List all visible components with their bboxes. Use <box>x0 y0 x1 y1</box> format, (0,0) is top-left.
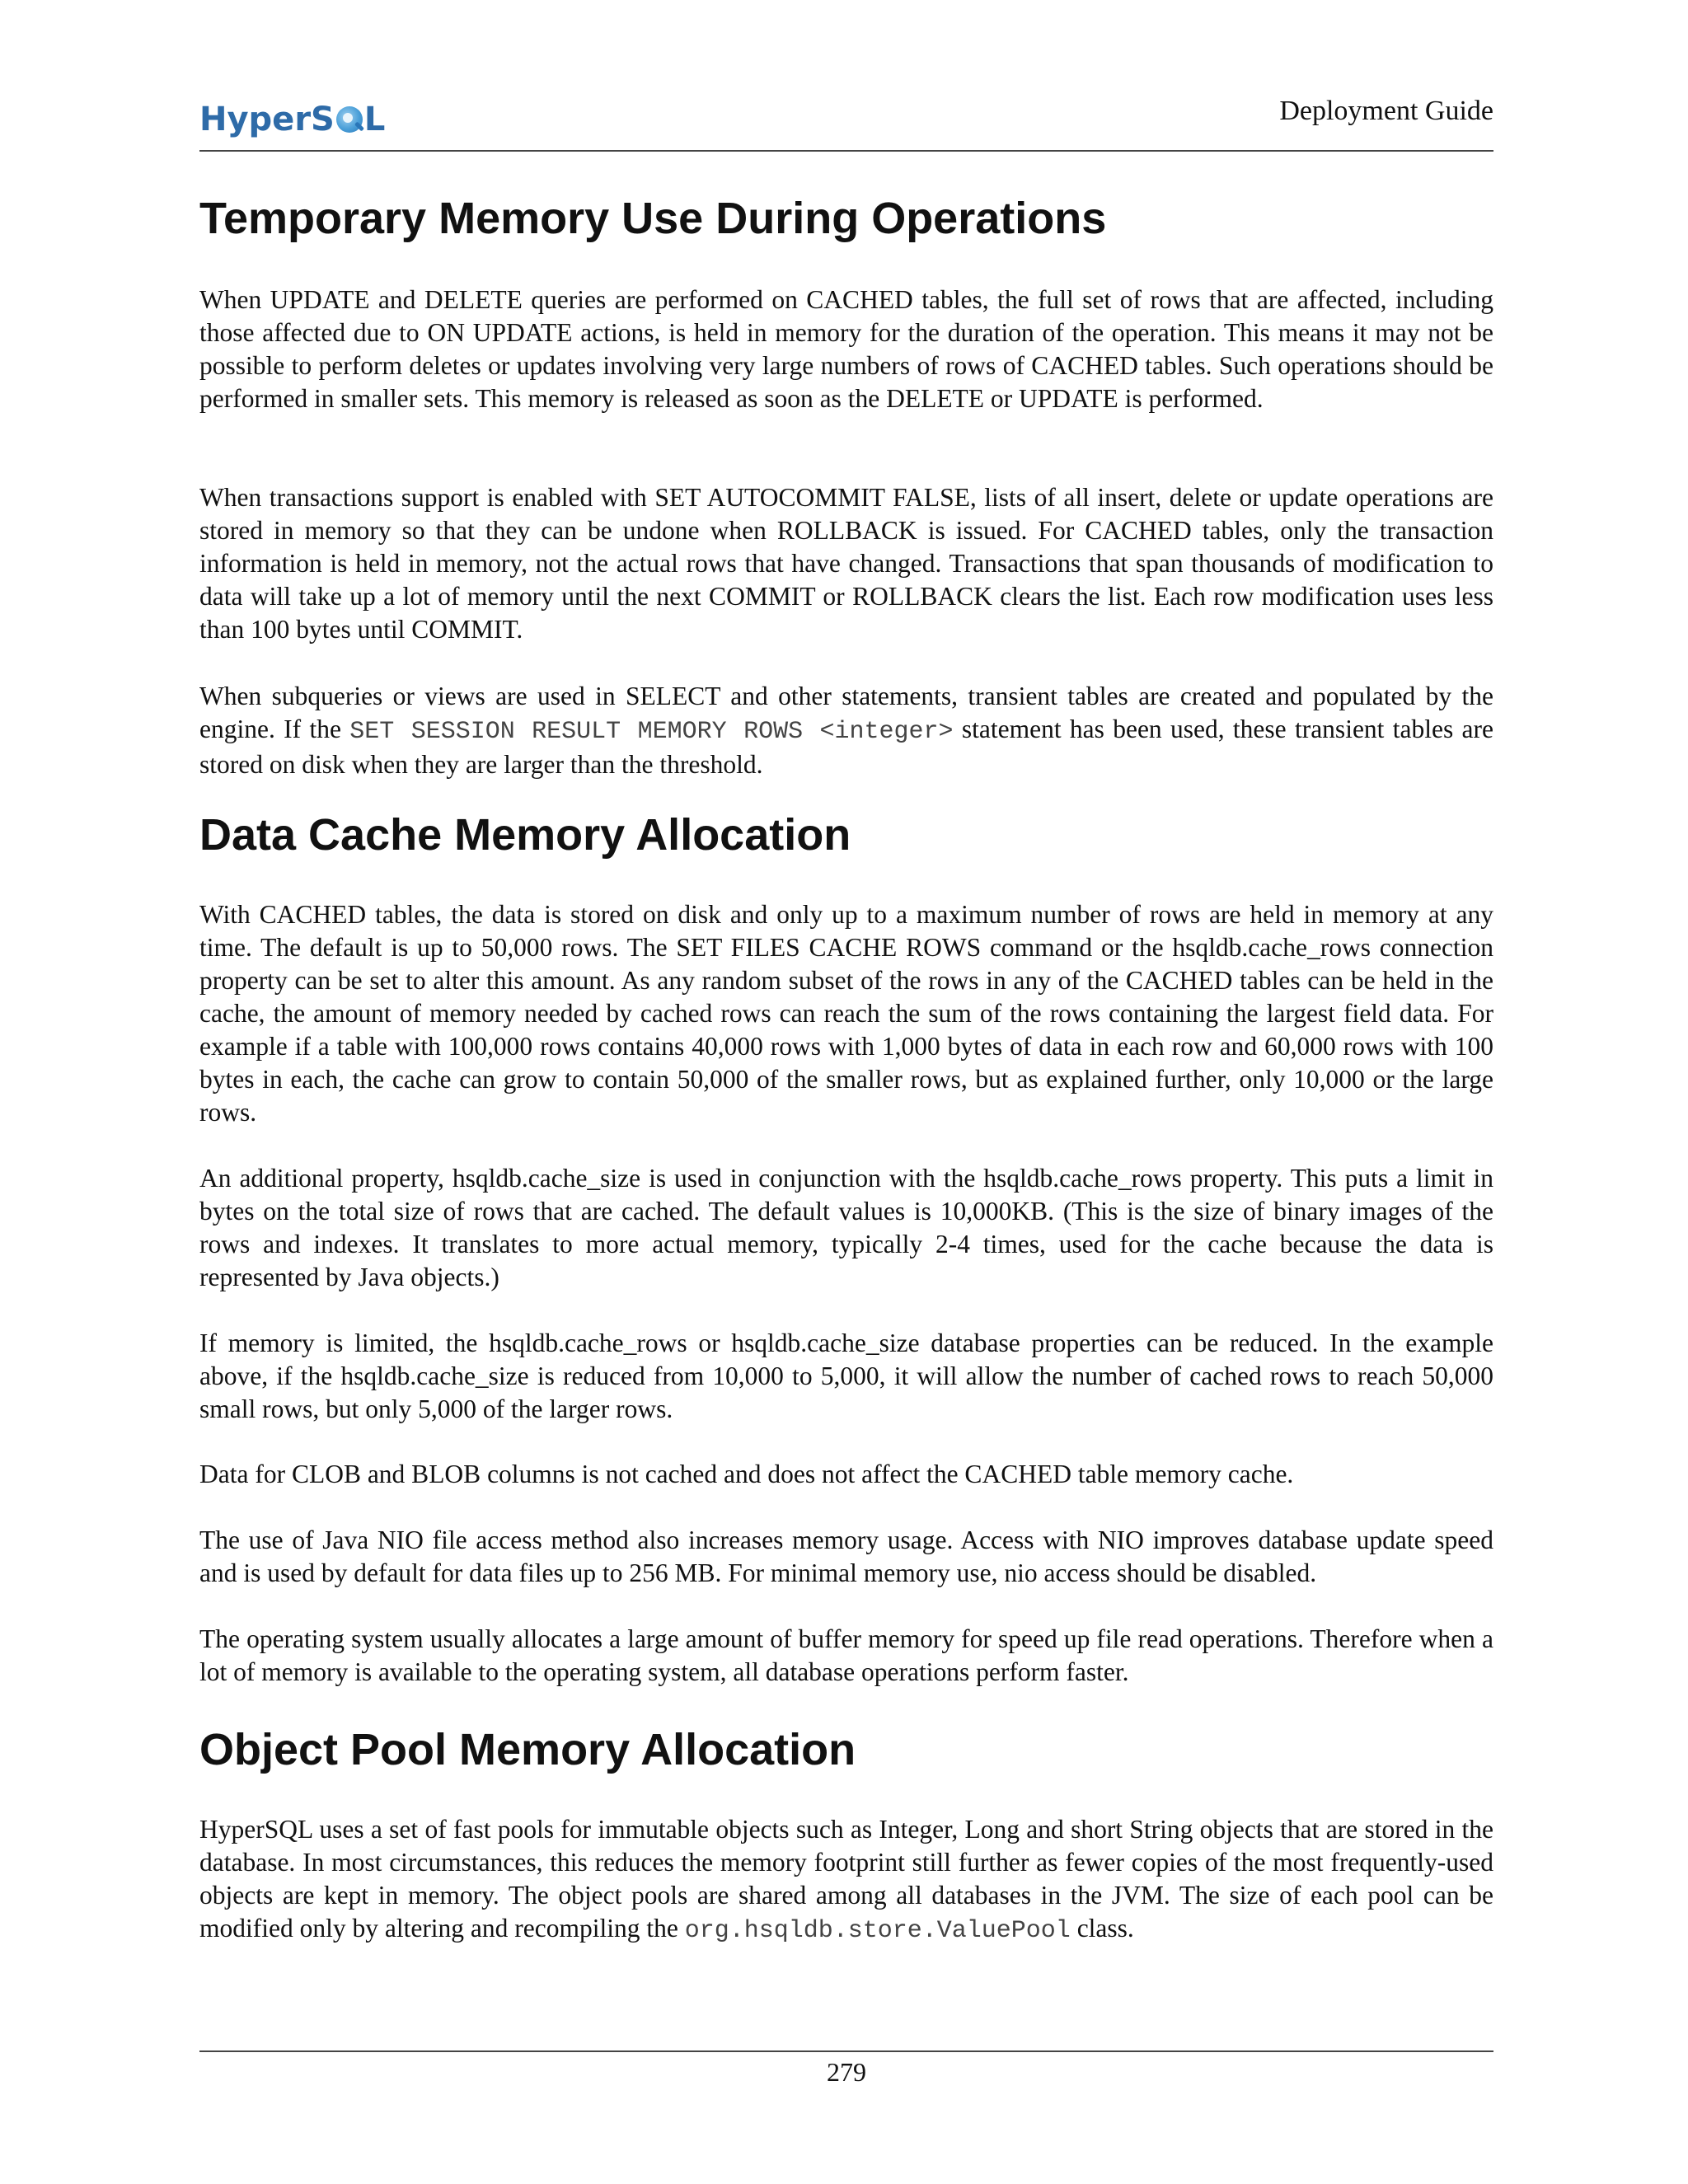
page-header <box>199 92 1493 152</box>
paragraph: The operating system usually allocates a large amount of buffer memory for speed up file read operations. Therefore when a lot of memory is available to the operating system, all database operations perform faster. <box>199 1624 1493 1686</box>
inline-code: SET SESSION RESULT MEMORY ROWS <integer> <box>349 718 954 746</box>
paragraph: With CACHED tables, the data is stored on disk and only up to a maximum number of rows are held in memory at any time. The default is up to 50,000 rows. The SET FILES CACHE ROWS command or the hsqldb.cache_rows connection property can be set to alter this amount. As any random subset of the rows in any of the CACHED tables can be held in the cache, the amount of memory needed by cached rows can reach the sum of the rows containing the largest field data. For example if a table with 100,000 rows contains 40,000 rows with 1,000 bytes of data in each row and 60,000 rows with 100 bytes in each, the cache can grow to contain 50,000 of the smaller rows, but as explained further, only 10,000 or the large rows. <box>199 900 1493 1127</box>
paragraph: If memory is limited, the hsqldb.cache_rows or hsqldb.cache_size database properties can be reduced. In the example above, if the hsqldb.cache_size is reduced from 10,000 to 5,000, it will allow the number of cached rows to reach 50,000 small rows, but only 5,000 of the larger rows. <box>199 1329 1493 1423</box>
paragraph: When UPDATE and DELETE queries are performed on CACHED tables, the full set of rows that are affected, including those affected due to ON UPDATE actions, is held in memory for the duration of the operation. This means it may not be possible to perform deletes or updates involving very large numbers of rows of CACHED tables. Such operations should be performed in smaller sets. This memory is released as soon as the DELETE or UPDATE is performed. <box>199 285 1493 413</box>
magnifier-q-icon <box>336 106 363 133</box>
paragraph: An additional property, hsqldb.cache_size is used in conjunction with the hsqldb.cache_rows property. This puts a limit in bytes on the total size of rows that are cached. The default values is 10,000KB. (This is the size of binary images of the rows and indexes. It translates to more actual memory, typically 2-4 times, used for the cache because the data is represented by Java objects.) <box>199 1164 1493 1291</box>
inline-code: org.hsqldb.store.ValuePool <box>684 1917 1071 1945</box>
paragraph: Data for CLOB and BLOB columns is not cached and does not affect the CACHED table memory cache. <box>199 1460 1294 1488</box>
paragraph: The use of Java NIO file access method also increases memory usage. Access with NIO improves database update speed and is used by default for data files up to 256 MB. For minimal memory use, nio access should be disabled. <box>199 1526 1493 1587</box>
section-heading-data-cache: Data Cache Memory Allocation <box>199 810 851 860</box>
page-number: 279 <box>827 2057 866 2087</box>
paragraph: When transactions support is enabled with SET AUTOCOMMIT FALSE, lists of all insert, delete or update operations are stored in memory so that they can be undone when ROLLBACK is issued. For CACHED tables, only the transaction information is held in memory, not the actual rows that have changed. Transactions that span thousands of modification to data will take up a lot of memory until the next COMMIT or ROLLBACK clears the list. Each row modification uses less than 100 bytes until COMMIT. <box>199 483 1493 644</box>
paragraph-text: When subqueries or views are used in SELECT and other statements, transient tables are created and populated by the engine. If the <box>199 682 1493 743</box>
section-heading-object-pool: Object Pool Memory Allocation <box>199 1725 856 1774</box>
paragraph-text: class. <box>1070 1914 1134 1943</box>
section-heading-temporary-memory: Temporary Memory Use During Operations <box>199 194 1107 243</box>
header-title: Deployment Guide <box>1279 96 1493 126</box>
paragraph-text: statement has been used, these transient tables are stored on disk when they are larger than the threshold. <box>199 715 1493 779</box>
logo-text-end: L <box>363 101 386 138</box>
paragraph <box>199 680 1493 781</box>
paragraph <box>199 1813 1493 1947</box>
logo-text-start: HyperS <box>199 101 335 138</box>
paragraph-text: HyperSQL uses a set of fast pools for immutable objects such as Integer, Long and short String objects that are stored in the database. In most circumstances, this reduces the memory footprint still further as fewer copies of the most frequently-used objects are kept in memory. The object pools are shared among all databases in the JVM. The size of each pool can be modified only by altering and recompiling the <box>199 1815 1493 1943</box>
page-footer <box>199 2050 1493 2088</box>
hypersql-logo <box>199 101 385 138</box>
